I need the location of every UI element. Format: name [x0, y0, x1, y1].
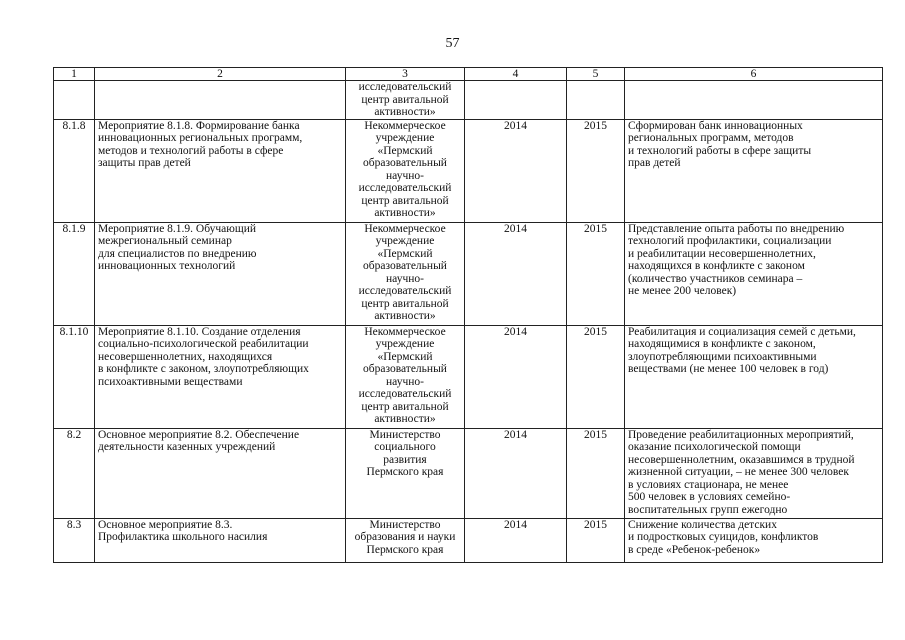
executor-text-line: учреждение — [375, 235, 435, 247]
event-cell — [95, 518, 346, 562]
row-number-cell: 8.2 — [54, 428, 95, 518]
column-header-start: 4 — [465, 68, 567, 81]
table-row — [54, 325, 883, 428]
executor-text-line: учреждение — [375, 338, 435, 350]
result-cell — [625, 81, 883, 120]
result-text-line: в среде «Ребенок-ребенок» — [628, 543, 761, 556]
start-year-cell: 2014 — [465, 428, 567, 518]
result-cell — [625, 428, 883, 518]
result-text-line: Проведение реабилитационных мероприятий, — [628, 428, 854, 441]
executor-text-line: «Пермский — [377, 144, 433, 157]
event-text-line: Основное мероприятие 8.3. — [98, 518, 233, 531]
result-text-line: региональных программ, методов — [628, 132, 794, 144]
column-header-result: 6 — [625, 68, 883, 81]
executor-text-line: центр авитальной — [361, 400, 449, 413]
result-text-line: веществами (не менее 100 человек в год) — [628, 363, 829, 375]
result-text-line: Реабилитация и социализация семей с детьми, — [628, 325, 856, 338]
result-text-line: злоупотребляющими психоактивными — [628, 350, 817, 363]
end-year-cell: 2015 — [567, 325, 625, 428]
row-number-cell: 8.1.8 — [54, 119, 95, 222]
result-cell — [625, 518, 883, 562]
executor-text-line: исследовательский — [358, 81, 452, 93]
executor-text-line: центр авитальной — [361, 194, 449, 207]
executor-text-line: исследовательский — [358, 388, 452, 400]
event-text-line: Мероприятие 8.1.10. Создание отделения — [98, 325, 301, 338]
table-row — [54, 81, 883, 120]
result-text-line: воспитательных групп ежегодно — [628, 503, 788, 516]
event-text-line: психоактивными веществами — [98, 375, 243, 388]
row-number-cell — [54, 81, 95, 120]
end-year-cell: 2015 — [567, 428, 625, 518]
row-number-cell: 8.3 — [54, 518, 95, 562]
result-cell — [625, 222, 883, 325]
event-text-line: несовершеннолетних, находящихся — [98, 350, 273, 363]
start-year-cell: 2014 — [465, 119, 567, 222]
result-text-line: находящихся в конфликте с законом — [628, 260, 805, 272]
executor-text-line: образовательный — [363, 157, 447, 169]
end-year-cell — [567, 81, 625, 120]
event-text-line: деятельности казенных учреждений — [98, 441, 276, 453]
executor-text-line: Некоммерческое — [364, 325, 446, 338]
result-text-line: в условиях стационара, не менее — [628, 478, 789, 491]
result-text-line: оказание психологической помощи — [628, 441, 801, 453]
table-row — [54, 518, 883, 562]
event-text-line: Мероприятие 8.1.8. Формирование банка — [98, 119, 300, 132]
event-text-line: Основное мероприятие 8.2. Обеспечение — [98, 428, 300, 441]
event-cell — [95, 81, 346, 120]
result-text-line: 500 человек в условиях семейно- — [628, 491, 791, 503]
event-text-line: для специалистов по внедрению — [98, 247, 257, 260]
result-text-line: Сформирован банк инновационных — [628, 119, 803, 132]
result-text-line: технологий профилактики, социализации — [628, 235, 832, 247]
executor-text-line: научно- — [386, 169, 424, 182]
executor-cell — [346, 222, 465, 325]
end-year-cell: 2015 — [567, 518, 625, 562]
executor-text-line: активности» — [374, 413, 436, 425]
result-text-line: и технологий работы в сфере защиты — [628, 144, 812, 157]
executor-text-line: исследовательский — [358, 285, 452, 297]
executor-cell — [346, 119, 465, 222]
event-cell — [95, 325, 346, 428]
executor-text-line: Пермского края — [366, 466, 444, 478]
row-number-cell: 8.1.10 — [54, 325, 95, 428]
start-year-cell — [465, 81, 567, 120]
executor-text-line: Пермского края — [366, 543, 444, 556]
result-cell — [625, 325, 883, 428]
executor-text-line: развития — [383, 453, 427, 466]
executor-text-line: образовательный — [363, 363, 447, 375]
page-number: 57 — [445, 36, 460, 51]
start-year-cell: 2014 — [465, 222, 567, 325]
executor-text-line: «Пермский — [377, 247, 433, 260]
end-year-cell: 2015 — [567, 119, 625, 222]
column-header-executor: 3 — [346, 68, 465, 81]
event-cell — [95, 428, 346, 518]
result-text-line: (количество участников семинара – — [628, 272, 803, 285]
executor-text-line: Министерство — [369, 518, 441, 531]
executor-text-line: центр авитальной — [361, 93, 449, 106]
column-header-event: 2 — [95, 68, 346, 81]
executor-cell — [346, 428, 465, 518]
event-text-line: в конфликте с законом, злоупотребляющих — [98, 363, 309, 375]
event-text-line: межрегиональный семинар — [98, 235, 232, 247]
executor-text-line: исследовательский — [358, 182, 452, 194]
event-cell — [95, 222, 346, 325]
executor-text-line: «Пермский — [377, 350, 433, 363]
executor-text-line: образовательный — [363, 260, 447, 272]
event-cell — [95, 119, 346, 222]
result-text-line: не менее 200 человек) — [628, 285, 737, 297]
table-body — [54, 81, 883, 563]
executor-cell — [346, 325, 465, 428]
executor-text-line: активности» — [374, 207, 436, 219]
executor-text-line: Некоммерческое — [364, 222, 446, 235]
result-text-line: жизненной ситуации, – не менее 300 человек — [628, 466, 849, 478]
event-text-line: методов и технологий работы в сфере — [98, 144, 284, 157]
executor-text-line: социального — [374, 441, 436, 453]
executor-text-line: активности» — [374, 106, 436, 118]
table-header-row — [54, 68, 883, 81]
event-text-line: Профилактика школьного насилия — [98, 531, 268, 543]
program-table — [53, 67, 883, 563]
result-text-line: прав детей — [628, 157, 681, 169]
table-row — [54, 428, 883, 518]
executor-text-line: активности» — [374, 310, 436, 322]
executor-text-line: Министерство — [369, 428, 441, 441]
executor-cell — [346, 81, 465, 120]
end-year-cell: 2015 — [567, 222, 625, 325]
executor-text-line: образования и науки — [354, 531, 456, 543]
event-text-line: Мероприятие 8.1.9. Обучающий — [98, 222, 257, 235]
table-row — [54, 222, 883, 325]
result-text-line: находящимися в конфликте с законом, — [628, 338, 816, 350]
event-text-line: инновационных региональных программ, — [98, 132, 303, 144]
column-header-number: 1 — [54, 68, 95, 81]
result-text-line: несовершеннолетним, оказавшимся в трудной — [628, 453, 855, 466]
executor-text-line: учреждение — [375, 132, 435, 144]
event-text-line: социально-психологической реабилитации — [98, 338, 309, 350]
start-year-cell: 2014 — [465, 325, 567, 428]
table-row — [54, 119, 883, 222]
executor-text-line: центр авитальной — [361, 297, 449, 310]
executor-text-line: научно- — [386, 375, 424, 388]
result-text-line: Представление опыта работы по внедрению — [628, 222, 845, 235]
result-text-line: Снижение количества детских — [628, 518, 777, 531]
result-text-line: и подростковых суицидов, конфликтов — [628, 531, 819, 543]
executor-cell — [346, 518, 465, 562]
executor-text-line: научно- — [386, 272, 424, 285]
column-header-end: 5 — [567, 68, 625, 81]
result-cell — [625, 119, 883, 222]
executor-text-line: Некоммерческое — [364, 119, 446, 132]
result-text-line: и реабилитации несовершеннолетних, — [628, 247, 816, 260]
start-year-cell: 2014 — [465, 518, 567, 562]
row-number-cell: 8.1.9 — [54, 222, 95, 325]
event-text-line: защиты прав детей — [98, 157, 191, 169]
event-text-line: инновационных технологий — [98, 260, 236, 272]
